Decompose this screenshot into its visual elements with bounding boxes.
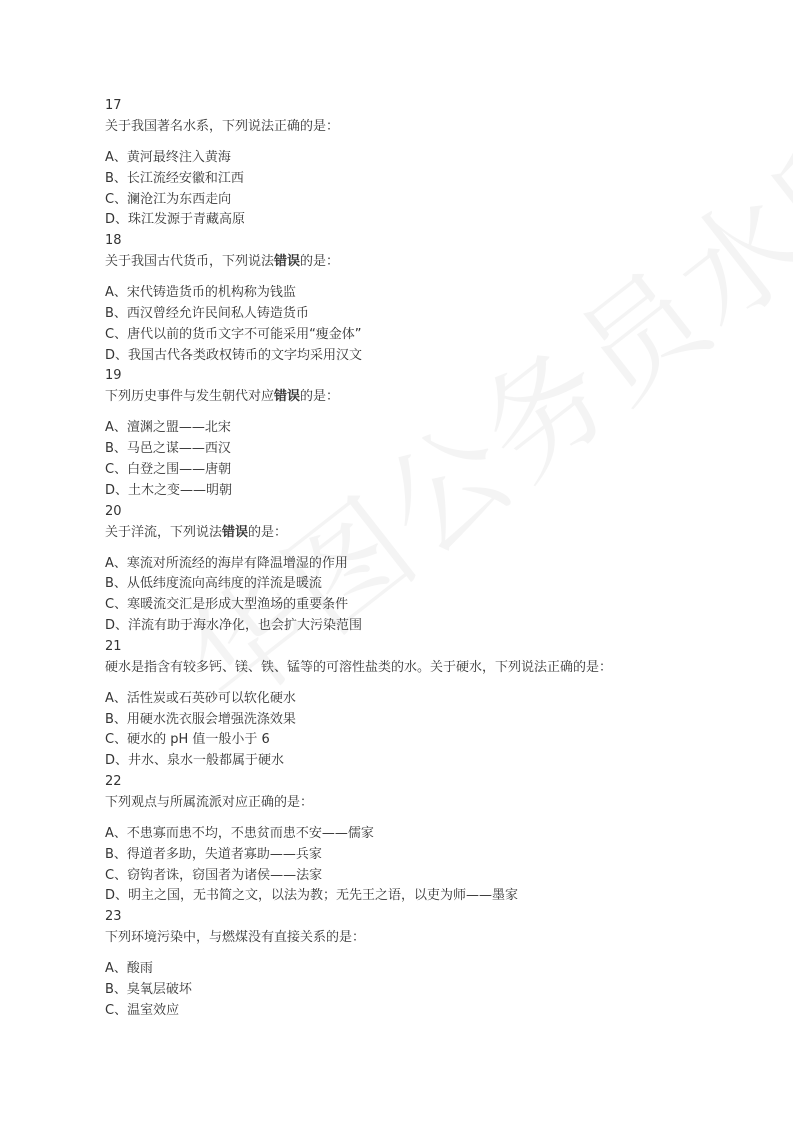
answer-option: B、西汉曾经允许民间私人铸造货币 xyxy=(105,305,309,321)
stem-text: 关于我国著名水系，下列说法正确的是： xyxy=(105,119,340,134)
stem-text-end: 的是： xyxy=(300,389,340,405)
question-stem xyxy=(105,657,705,678)
stem-text: 硬水是指含有较多钙、镁、铁、锰等的可溶性盐类的水。关于硬水，下列说法正确的是： xyxy=(105,659,613,675)
question-number: 19 xyxy=(105,368,122,384)
answer-option: A、活性炭或石英砂可以软化硬水 xyxy=(105,690,296,706)
question-list xyxy=(105,96,705,1022)
answer-option: C、窃钩者诛，窃国者为诸侯——法家 xyxy=(105,867,323,883)
answer-option: C、寒暖流交汇是形成大型渔场的重要条件 xyxy=(105,597,349,613)
question-stem xyxy=(105,522,705,543)
question-number: 22 xyxy=(105,773,122,789)
answer-option: B、用硬水洗衣服会增强洗涤效果 xyxy=(105,711,296,727)
answer-option: A、宋代铸造货币的机构称为钱监 xyxy=(105,285,296,301)
answer-option: A、寒流对所流经的海岸有降温增湿的作用 xyxy=(105,555,348,571)
answer-option: C、硬水的 pH 值一般小于 6 xyxy=(105,732,270,748)
stem-emphasis: 错误 xyxy=(222,524,249,540)
question-stem xyxy=(105,386,705,407)
stem-text: 下列历史事件与发生朝代对应 xyxy=(105,389,275,405)
answer-option: D、洋流有助于海水净化，也会扩大污染范围 xyxy=(105,617,363,633)
question-number: 20 xyxy=(105,503,122,519)
answer-option: A、不患寡而患不均，不患贫而患不安——儒家 xyxy=(105,825,374,841)
question-stem xyxy=(105,927,705,948)
answer-option: B、马邑之谋——西汉 xyxy=(105,441,231,457)
question-22 xyxy=(105,772,705,907)
question-number: 23 xyxy=(105,909,122,925)
question-stem xyxy=(105,116,705,137)
question-stem xyxy=(105,792,705,813)
answer-option: D、我国古代各类政权铸币的文字均采用汉文 xyxy=(105,347,363,363)
question-stem xyxy=(105,251,705,272)
answer-option: B、长江流经安徽和江西 xyxy=(105,170,244,186)
answer-option: D、明主之国，无书简之文，以法为教；无先王之语，以吏为师——墨家 xyxy=(105,888,519,904)
stem-text: 关于洋流，下列说法 xyxy=(105,524,223,540)
stem-text: 下列环境污染中，与燃煤没有直接关系的是： xyxy=(105,930,366,946)
question-23 xyxy=(105,907,705,1021)
answer-option: A、酸雨 xyxy=(105,961,153,977)
answer-option: B、从低纬度流向高纬度的洋流是暖流 xyxy=(105,576,322,592)
answer-option: C、温室效应 xyxy=(105,1002,180,1018)
answer-option: D、珠江发源于青藏高原 xyxy=(105,212,246,228)
question-19 xyxy=(105,366,705,501)
answer-option: C、白登之围——唐朝 xyxy=(105,461,232,477)
stem-text-end: 的是： xyxy=(248,524,288,540)
stem-text: 关于我国古代货币，下列说法 xyxy=(105,254,275,270)
question-number: 17 xyxy=(105,98,122,113)
answer-option: A、澶渊之盟——北宋 xyxy=(105,420,231,436)
answer-option: C、唐代以前的货币文字不可能采用“瘦金体” xyxy=(105,326,362,342)
question-17 xyxy=(105,96,705,231)
answer-option: B、得道者多助，失道者寡助——兵家 xyxy=(105,846,322,862)
stem-text-end: 的是： xyxy=(300,254,340,270)
question-18 xyxy=(105,231,705,366)
stem-text: 下列观点与所属流派对应正确的是： xyxy=(105,794,314,810)
stem-emphasis: 错误 xyxy=(274,254,301,270)
stem-emphasis: 错误 xyxy=(274,389,301,405)
question-number: 18 xyxy=(105,233,122,249)
question-21 xyxy=(105,637,705,772)
question-number: 21 xyxy=(105,638,122,654)
answer-option: D、土木之变——明朝 xyxy=(105,482,233,498)
answer-option: B、臭氧层破坏 xyxy=(105,981,192,997)
question-20 xyxy=(105,502,705,637)
answer-option: A、黄河最终注入黄海 xyxy=(105,150,231,165)
answer-option: C、澜沧江为东西走向 xyxy=(105,191,232,207)
answer-option: D、井水、泉水一般都属于硬水 xyxy=(105,753,285,769)
